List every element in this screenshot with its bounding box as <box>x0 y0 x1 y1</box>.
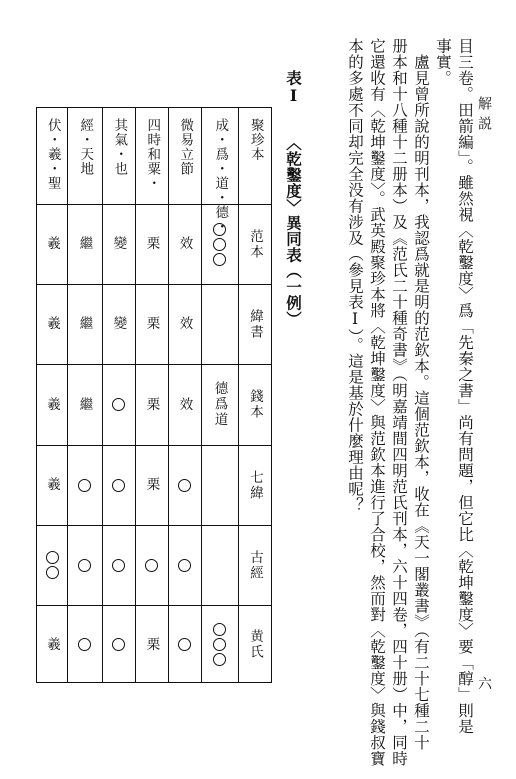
page-number: 六 <box>476 676 492 696</box>
blank-circle-icon <box>178 479 191 492</box>
table-cell <box>168 525 201 605</box>
row-head-cell: 伏・羲・聖 <box>44 118 61 191</box>
table-cell <box>37 525 67 605</box>
blank-circle-icon <box>112 638 125 651</box>
running-head: 解説 <box>476 96 492 136</box>
body-column: 它還收有〈乾坤鑿度〉。武英殿聚珍本將〈乾坤鑿度〉與范欽本進行了合校，然而對〈乾鑿度〉與錢叔寶 <box>368 38 386 767</box>
table-cell: 效 <box>176 396 193 413</box>
row-head-cell: 其氣・也 <box>111 118 128 176</box>
table-cell: 變 <box>110 236 127 252</box>
table-cell <box>67 605 102 684</box>
header-cell: 聚珍本 <box>247 118 264 162</box>
table-cell <box>135 525 168 605</box>
body-column: 册本和十八種十二册本）及《范氏二十種奇書》（明嘉靖間四明范氏刊本，六十四卷，四十册）中，同時 <box>390 38 408 767</box>
table-cell: 繼 <box>76 396 93 413</box>
table-cell: 德爲道 <box>211 381 228 428</box>
variant-table <box>36 107 272 683</box>
table-cell: 羲 <box>44 636 60 653</box>
table-cell <box>102 364 135 445</box>
header-cell: 錢本 <box>247 389 263 420</box>
row-head-cell: 成・爲・道・德・ <box>212 118 229 234</box>
table-cell: 栗 <box>143 396 160 413</box>
table-cell: 效 <box>176 316 193 332</box>
table-cell <box>201 525 238 605</box>
blank-circle-icon <box>213 238 226 251</box>
table-caption-label: 表Ⅰ <box>284 70 303 106</box>
blank-circle-icon <box>178 559 191 572</box>
table-cell <box>102 605 135 684</box>
body-column: 盧見曾所說的明刊本，我認爲就是明的范欽本。這個范欽本，收在《天一閣叢書》（有二十七種二十 <box>412 54 430 751</box>
blank-circle-icon <box>178 638 191 651</box>
blank-circle-icon <box>145 559 158 572</box>
blank-circle-icon <box>213 638 226 651</box>
table-cell: 栗 <box>143 236 160 252</box>
table-cell: 栗 <box>143 477 160 493</box>
table-cell <box>168 605 201 684</box>
blank-circle-icon <box>78 479 91 492</box>
blank-circle-icon <box>112 398 125 411</box>
blank-circle-icon <box>112 479 125 492</box>
header-cell: 黄氏 <box>247 629 263 660</box>
blank-circle-icon <box>78 559 91 572</box>
table-cell <box>67 525 102 605</box>
blank-circle-icon <box>46 566 59 579</box>
header-cell: 古經 <box>247 549 263 581</box>
blank-circle-icon <box>46 551 59 564</box>
table-cell: 繼 <box>76 236 93 252</box>
table-cell: 效 <box>176 236 193 252</box>
body-column: 目三卷。田箭編」。雖然視〈乾鑿度〉爲「先秦之書」尚有問題，但它比〈乾坤鑿度〉要「醇」則是 <box>456 38 474 735</box>
blank-circle-icon <box>213 223 226 236</box>
row-head-cell: 四時和粟・ <box>144 118 161 191</box>
header-cell: 七緯 <box>247 469 263 501</box>
row-head-cell: 微易立節 <box>177 118 194 176</box>
body-column: 事實。 <box>434 38 452 86</box>
table-cell: 羲 <box>44 396 60 413</box>
blank-circle-icon <box>213 653 226 666</box>
table-caption-title: 〈乾鑿度〉異同表（一例） <box>284 135 303 327</box>
row-head-cell: 經・天地 <box>77 118 94 176</box>
table-cell: 栗 <box>143 636 160 653</box>
table-cell: 繼 <box>76 316 93 332</box>
table-cell: 變 <box>110 316 127 332</box>
blank-circle-icon <box>78 638 91 651</box>
body-column: 本的多處不同却完全没有涉及（參見表Ⅰ）。這是基於什麼理由呢？ <box>346 38 364 513</box>
table-cell: 羲 <box>44 316 60 332</box>
table-cell: 羲 <box>44 477 60 493</box>
table-cell <box>201 284 238 364</box>
table-cell: 羲 <box>44 236 60 252</box>
blank-circle-icon <box>112 559 125 572</box>
table-cell <box>201 445 238 525</box>
blank-circle-icon <box>213 253 226 266</box>
blank-circle-icon <box>213 623 226 636</box>
header-cell: 范本 <box>247 228 263 260</box>
table-cell: 栗 <box>143 316 160 332</box>
header-cell: 緯書 <box>247 308 263 340</box>
table-cell <box>102 525 135 605</box>
table-cell <box>67 445 102 525</box>
table-cell <box>102 445 135 525</box>
table-cell <box>168 445 201 525</box>
table-cell <box>201 204 238 284</box>
table-cell <box>201 605 238 684</box>
